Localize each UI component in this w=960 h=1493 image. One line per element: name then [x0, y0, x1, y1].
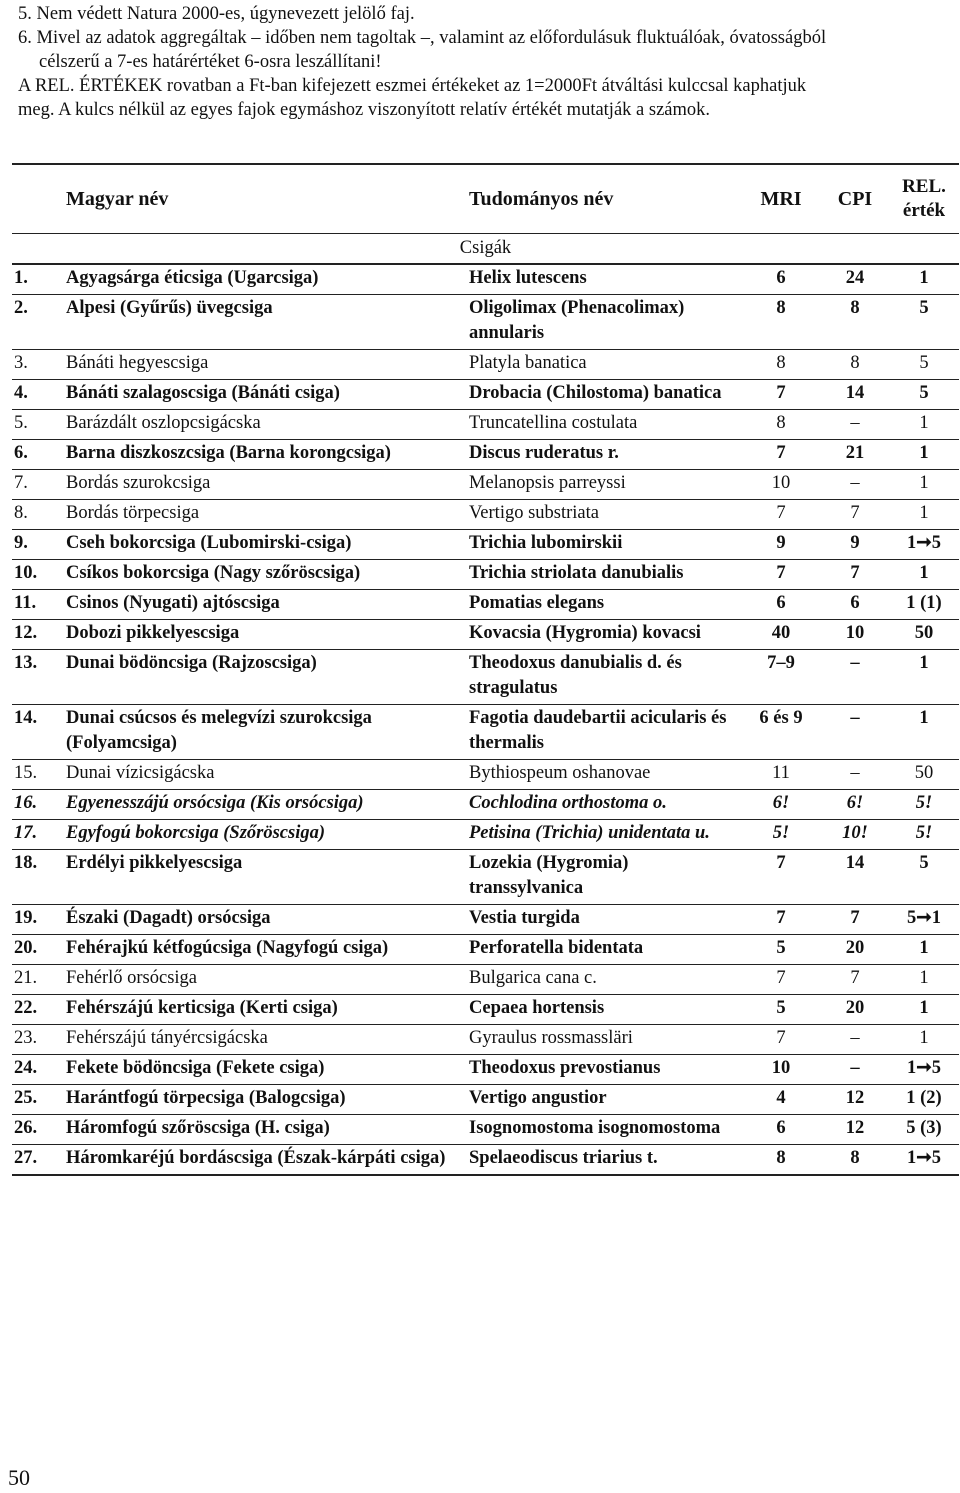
- rel-value: 1: [889, 935, 959, 965]
- row-number: 11.: [12, 590, 66, 620]
- table-row: [12, 705, 959, 760]
- scientific-name: Vestia turgida: [469, 905, 741, 935]
- hungarian-name: Dunai vízicsigácska: [66, 760, 469, 790]
- header-scientific-name: Tudományos név: [469, 164, 741, 234]
- hungarian-name: Bánáti szalagoscsiga (Bánáti csiga): [66, 380, 469, 410]
- section-row: [12, 234, 959, 265]
- scientific-name: Spelaeodiscus triarius t.: [469, 1145, 741, 1176]
- hungarian-name: Északi (Dagadt) orsócsiga: [66, 905, 469, 935]
- rel-value: 1: [889, 470, 959, 500]
- cpi-value: 14: [821, 850, 889, 905]
- scientific-name: Trichia striolata danubialis: [469, 560, 741, 590]
- rel-value: 1: [889, 705, 959, 760]
- row-number: 3.: [12, 350, 66, 380]
- scientific-name: Bythiospeum oshanovae: [469, 760, 741, 790]
- rel-value: 1➞5: [889, 1145, 959, 1176]
- rel-value: 1: [889, 440, 959, 470]
- table-row: [12, 440, 959, 470]
- note-rel-line2: meg. A kulcs nélkül az egyes fajok egymáshoz viszonyított relatív értékét mutatják a számok.: [18, 100, 711, 120]
- rel-value: 1➞5: [889, 530, 959, 560]
- scientific-name: Fagotia daudebartii acicularis és thermalis: [469, 705, 741, 760]
- cpi-value: 9: [821, 530, 889, 560]
- table-row: [12, 530, 959, 560]
- mri-value: 6: [741, 590, 821, 620]
- cpi-value: 20: [821, 995, 889, 1025]
- hungarian-name: Csíkos bokorcsiga (Nagy szőröscsiga): [66, 560, 469, 590]
- hungarian-name: Erdélyi pikkelyescsiga: [66, 850, 469, 905]
- row-number: 9.: [12, 530, 66, 560]
- table-row: [12, 264, 959, 295]
- header-rel-value: [889, 164, 959, 234]
- rel-value: 1: [889, 995, 959, 1025]
- mri-value: 7: [741, 965, 821, 995]
- header-mri: MRI: [741, 164, 821, 234]
- table-row: [12, 350, 959, 380]
- rel-value: 1: [889, 500, 959, 530]
- scientific-name: Perforatella bidentata: [469, 935, 741, 965]
- rel-value: 5!: [889, 790, 959, 820]
- table-row: [12, 1085, 959, 1115]
- hungarian-name: Fekete bödöncsiga (Fekete csiga): [66, 1055, 469, 1085]
- row-number: 25.: [12, 1085, 66, 1115]
- row-number: 2.: [12, 295, 66, 350]
- mri-value: 40: [741, 620, 821, 650]
- hungarian-name: Cseh bokorcsiga (Lubomirski-csiga): [66, 530, 469, 560]
- hungarian-name: Háromfogú szőröscsiga (H. csiga): [66, 1115, 469, 1145]
- rel-value: 5!: [889, 820, 959, 850]
- mri-value: 5: [741, 995, 821, 1025]
- section-title: Csigák: [12, 234, 959, 265]
- rel-value: 5: [889, 850, 959, 905]
- hungarian-name: Egyenesszájú orsócsiga (Kis orsócsiga): [66, 790, 469, 820]
- cpi-value: 21: [821, 440, 889, 470]
- cpi-value: –: [821, 470, 889, 500]
- mri-value: 4: [741, 1085, 821, 1115]
- mri-value: 5: [741, 935, 821, 965]
- table-row: [12, 590, 959, 620]
- cpi-value: 7: [821, 905, 889, 935]
- table-row: [12, 820, 959, 850]
- rel-value: 1: [889, 264, 959, 295]
- rel-value: 5 (3): [889, 1115, 959, 1145]
- scientific-name: Cochlodina orthostoma o.: [469, 790, 741, 820]
- hungarian-name: Agyagsárga éticsiga (Ugarcsiga): [66, 264, 469, 295]
- table-row: [12, 965, 959, 995]
- mri-value: 7–9: [741, 650, 821, 705]
- mri-value: 10: [741, 1055, 821, 1085]
- mri-value: 6!: [741, 790, 821, 820]
- cpi-value: 7: [821, 560, 889, 590]
- table-row: [12, 790, 959, 820]
- mri-value: 7: [741, 850, 821, 905]
- scientific-name: Isognomostoma isognomostoma: [469, 1115, 741, 1145]
- scientific-name: Discus ruderatus r.: [469, 440, 741, 470]
- mri-value: 7: [741, 380, 821, 410]
- scientific-name: Truncatellina costulata: [469, 410, 741, 440]
- table-row: [12, 760, 959, 790]
- note-6-line2: célszerű a 7-es határértéket 6-osra leszállítani!: [39, 52, 382, 72]
- table-row: [12, 620, 959, 650]
- row-number: 26.: [12, 1115, 66, 1145]
- row-number: 17.: [12, 820, 66, 850]
- rel-value: 1 (2): [889, 1085, 959, 1115]
- hungarian-name: Barázdált oszlopcsigácska: [66, 410, 469, 440]
- table-row: [12, 995, 959, 1025]
- scientific-name: Bulgarica cana c.: [469, 965, 741, 995]
- rel-value: 5: [889, 295, 959, 350]
- mri-value: 8: [741, 350, 821, 380]
- rel-value: 1: [889, 965, 959, 995]
- hungarian-name: Bordás törpecsiga: [66, 500, 469, 530]
- table-row: [12, 850, 959, 905]
- hungarian-name: Bánáti hegyescsiga: [66, 350, 469, 380]
- footnotes: [18, 2, 948, 122]
- rel-value: 1: [889, 560, 959, 590]
- table-row: [12, 1115, 959, 1145]
- hungarian-name: Fehérajkú kétfogúcsiga (Nagyfogú csiga): [66, 935, 469, 965]
- hungarian-name: Dunai csúcsos és melegvízi szurokcsiga (Folyamcsiga): [66, 705, 469, 760]
- row-number: 6.: [12, 440, 66, 470]
- table-row: [12, 650, 959, 705]
- scientific-name: Cepaea hortensis: [469, 995, 741, 1025]
- mri-value: 8: [741, 295, 821, 350]
- row-number: 20.: [12, 935, 66, 965]
- cpi-value: –: [821, 650, 889, 705]
- mri-value: 8: [741, 410, 821, 440]
- cpi-value: –: [821, 705, 889, 760]
- cpi-value: 7: [821, 500, 889, 530]
- cpi-value: 20: [821, 935, 889, 965]
- hungarian-name: Barna diszkoszcsiga (Barna korongcsiga): [66, 440, 469, 470]
- table-row: [12, 380, 959, 410]
- table-row: [12, 410, 959, 440]
- table-row: [12, 935, 959, 965]
- mri-value: 7: [741, 440, 821, 470]
- row-number: 4.: [12, 380, 66, 410]
- scientific-name: Trichia lubomirskii: [469, 530, 741, 560]
- table-row: [12, 470, 959, 500]
- row-number: 8.: [12, 500, 66, 530]
- mri-value: 8: [741, 1145, 821, 1176]
- mri-value: 7: [741, 500, 821, 530]
- table-row: [12, 1025, 959, 1055]
- scientific-name: Gyraulus rossmassläri: [469, 1025, 741, 1055]
- table-row: [12, 500, 959, 530]
- cpi-value: 12: [821, 1115, 889, 1145]
- rel-value: 50: [889, 620, 959, 650]
- hungarian-name: Dobozi pikkelyescsiga: [66, 620, 469, 650]
- hungarian-name: Egyfogú bokorcsiga (Szőröscsiga): [66, 820, 469, 850]
- mri-value: 7: [741, 905, 821, 935]
- header-cpi: CPI: [821, 164, 889, 234]
- mri-value: 6 és 9: [741, 705, 821, 760]
- mri-value: 7: [741, 560, 821, 590]
- header-rel-line1: REL.: [902, 176, 946, 197]
- table-row: [12, 295, 959, 350]
- hungarian-name: Dunai bödöncsiga (Rajzoscsiga): [66, 650, 469, 705]
- cpi-value: 10!: [821, 820, 889, 850]
- table-row: [12, 560, 959, 590]
- row-number: 13.: [12, 650, 66, 705]
- cpi-value: 8: [821, 1145, 889, 1176]
- scientific-name: Vertigo angustior: [469, 1085, 741, 1115]
- rel-value: 5: [889, 380, 959, 410]
- page-number: 50: [8, 1465, 30, 1490]
- hungarian-name: Fehérszájú kerticsiga (Kerti csiga): [66, 995, 469, 1025]
- row-number: 27.: [12, 1145, 66, 1176]
- table-row: [12, 1145, 959, 1176]
- cpi-value: 8: [821, 350, 889, 380]
- row-number: 5.: [12, 410, 66, 440]
- scientific-name: Lozekia (Hygromia) transsylvanica: [469, 850, 741, 905]
- mri-value: 9: [741, 530, 821, 560]
- hungarian-name: Csinos (Nyugati) ajtóscsiga: [66, 590, 469, 620]
- row-number: 16.: [12, 790, 66, 820]
- rel-value: 1 (1): [889, 590, 959, 620]
- rel-value: 1➞5: [889, 1055, 959, 1085]
- rel-value: 5➞1: [889, 905, 959, 935]
- mri-value: 7: [741, 1025, 821, 1055]
- scientific-name: Helix lutescens: [469, 264, 741, 295]
- header-hungarian-name: Magyar név: [66, 164, 469, 234]
- scientific-name: Theodoxus prevostianus: [469, 1055, 741, 1085]
- mri-value: 5!: [741, 820, 821, 850]
- row-number: 18.: [12, 850, 66, 905]
- cpi-value: –: [821, 1025, 889, 1055]
- rel-value: 1: [889, 650, 959, 705]
- row-number: 15.: [12, 760, 66, 790]
- row-number: 10.: [12, 560, 66, 590]
- species-table: [12, 163, 959, 1176]
- cpi-value: 14: [821, 380, 889, 410]
- mri-value: 11: [741, 760, 821, 790]
- mri-value: 10: [741, 470, 821, 500]
- row-number: 14.: [12, 705, 66, 760]
- hungarian-name: Alpesi (Gyűrűs) üvegcsiga: [66, 295, 469, 350]
- row-number: 7.: [12, 470, 66, 500]
- row-number: 24.: [12, 1055, 66, 1085]
- table-row: [12, 905, 959, 935]
- rel-value: 1: [889, 410, 959, 440]
- header-rel-line2: érték: [902, 200, 946, 221]
- cpi-value: 10: [821, 620, 889, 650]
- hungarian-name: Harántfogú törpecsiga (Balogcsiga): [66, 1085, 469, 1115]
- table-row: [12, 1055, 959, 1085]
- note-6-line1: 6. Mivel az adatok aggregáltak – időben nem tagoltak –, valamint az előfordulásuk fluktuálóak, óvatosságból: [18, 28, 827, 48]
- scientific-name: Melanopsis parreyssi: [469, 470, 741, 500]
- rel-value: 5: [889, 350, 959, 380]
- row-number: 1.: [12, 264, 66, 295]
- row-number: 19.: [12, 905, 66, 935]
- hungarian-name: Bordás szurokcsiga: [66, 470, 469, 500]
- cpi-value: –: [821, 1055, 889, 1085]
- scientific-name: Petisina (Trichia) unidentata u.: [469, 820, 741, 850]
- scientific-name: Platyla banatica: [469, 350, 741, 380]
- hungarian-name: Háromkaréjú bordáscsiga (Észak-kárpáti csiga): [66, 1145, 469, 1176]
- scientific-name: Vertigo substriata: [469, 500, 741, 530]
- note-5: 5. Nem védett Natura 2000-es, úgynevezett jelölő faj.: [18, 4, 415, 24]
- row-number: 22.: [12, 995, 66, 1025]
- rel-value: 1: [889, 1025, 959, 1055]
- scientific-name: Kovacsia (Hygromia) kovacsi: [469, 620, 741, 650]
- scientific-name: Oligolimax (Phenacolimax) annularis: [469, 295, 741, 350]
- scientific-name: Pomatias elegans: [469, 590, 741, 620]
- hungarian-name: Fehérlő orsócsiga: [66, 965, 469, 995]
- row-number: 21.: [12, 965, 66, 995]
- hungarian-name: Fehérszájú tányércsigácska: [66, 1025, 469, 1055]
- mri-value: 6: [741, 1115, 821, 1145]
- note-rel-line1: A REL. ÉRTÉKEK rovatban a Ft-ban kifejezett eszmei értékeket az 1=2000Ft átváltási kulccsal kaphatjuk: [18, 76, 807, 96]
- cpi-value: 12: [821, 1085, 889, 1115]
- cpi-value: 6!: [821, 790, 889, 820]
- cpi-value: 24: [821, 264, 889, 295]
- mri-value: 6: [741, 264, 821, 295]
- cpi-value: –: [821, 760, 889, 790]
- row-number: 23.: [12, 1025, 66, 1055]
- rel-value: 50: [889, 760, 959, 790]
- row-number: 12.: [12, 620, 66, 650]
- scientific-name: Drobacia (Chilostoma) banatica: [469, 380, 741, 410]
- scientific-name: Theodoxus danubialis d. és stragulatus: [469, 650, 741, 705]
- cpi-value: 6: [821, 590, 889, 620]
- header-row: [12, 164, 959, 234]
- cpi-value: 7: [821, 965, 889, 995]
- cpi-value: –: [821, 410, 889, 440]
- cpi-value: 8: [821, 295, 889, 350]
